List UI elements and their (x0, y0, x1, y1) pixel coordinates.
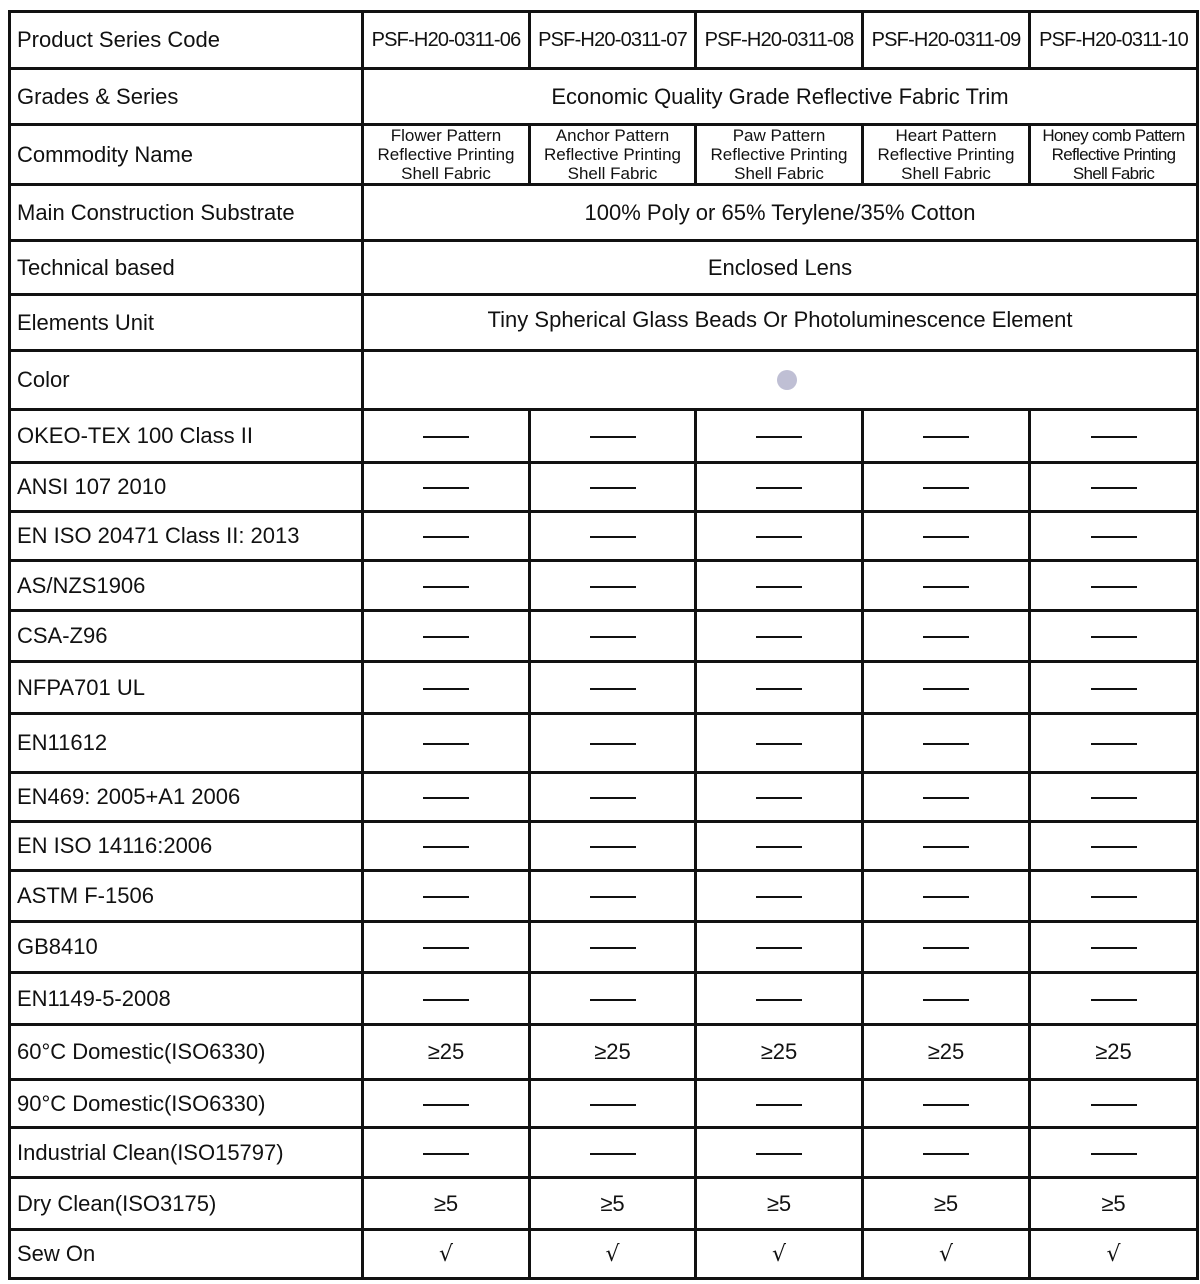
row-label: ANSI 107 2010 (10, 463, 363, 512)
not-applicable-cell (363, 512, 530, 561)
dash-mark (923, 1104, 969, 1106)
dash-mark (1091, 487, 1137, 489)
table-row (10, 1178, 1198, 1230)
check-icon: √ (605, 1242, 620, 1267)
not-applicable-cell (1030, 611, 1198, 662)
dash-mark (756, 436, 802, 438)
not-applicable-cell (363, 662, 530, 714)
not-applicable-cell (863, 773, 1030, 822)
not-applicable-cell (363, 922, 530, 973)
dash-mark (590, 846, 636, 848)
table-row (10, 973, 1198, 1025)
value-cell: ≥5 (530, 1178, 696, 1230)
not-applicable-cell (863, 410, 1030, 463)
substrate-value: 100% Poly or 65% Terylene/35% Cotton (363, 185, 1198, 241)
not-applicable-cell (696, 773, 863, 822)
not-applicable-cell (363, 871, 530, 922)
row-label: OKEO-TEX 100 Class II (10, 410, 363, 463)
commodity-name: Flower Pattern Reflective Printing Shell Fabric (363, 125, 530, 185)
dash-mark (423, 947, 469, 949)
dash-mark (590, 536, 636, 538)
not-applicable-cell (530, 773, 696, 822)
not-applicable-cell (1030, 1080, 1198, 1128)
not-applicable-cell (1030, 1128, 1198, 1178)
value-cell: ≥5 (1030, 1178, 1198, 1230)
dash-mark (756, 797, 802, 799)
not-applicable-cell (696, 662, 863, 714)
not-applicable-cell (863, 611, 1030, 662)
dash-mark (423, 743, 469, 745)
table-row (10, 773, 1198, 822)
not-applicable-cell (363, 714, 530, 773)
not-applicable-cell (863, 1080, 1030, 1128)
dash-mark (923, 487, 969, 489)
dash-mark (590, 586, 636, 588)
row-label: AS/NZS1906 (10, 561, 363, 611)
dash-mark (923, 846, 969, 848)
dash-mark (1091, 586, 1137, 588)
dash-mark (756, 846, 802, 848)
row-commodity (10, 125, 1198, 185)
not-applicable-cell (530, 714, 696, 773)
commodity-name: Paw Pattern Reflective Printing Shell Fabric (696, 125, 863, 185)
table-row (10, 463, 1198, 512)
row-label: Grades & Series (10, 69, 363, 125)
not-applicable-cell (530, 410, 696, 463)
dash-mark (1091, 536, 1137, 538)
not-applicable-cell (696, 512, 863, 561)
table-row (10, 410, 1198, 463)
dash-mark (756, 636, 802, 638)
dash-mark (1091, 846, 1137, 848)
row-label: CSA-Z96 (10, 611, 363, 662)
row-label: EN11612 (10, 714, 363, 773)
value-cell: ≥5 (696, 1178, 863, 1230)
not-applicable-cell (1030, 410, 1198, 463)
dash-mark (756, 743, 802, 745)
check-cell (863, 1230, 1030, 1279)
value-cell: ≥5 (363, 1178, 530, 1230)
row-label: GB8410 (10, 922, 363, 973)
value-cell: ≥25 (1030, 1025, 1198, 1080)
not-applicable-cell (363, 463, 530, 512)
dash-mark (590, 797, 636, 799)
not-applicable-cell (863, 871, 1030, 922)
check-cell (1030, 1230, 1198, 1279)
dash-mark (423, 896, 469, 898)
technical-value: Enclosed Lens (363, 241, 1198, 295)
dash-mark (590, 688, 636, 690)
check-cell (530, 1230, 696, 1279)
not-applicable-cell (530, 662, 696, 714)
dash-mark (590, 743, 636, 745)
table-row (10, 714, 1198, 773)
not-applicable-cell (696, 410, 863, 463)
not-applicable-cell (530, 611, 696, 662)
dash-mark (923, 688, 969, 690)
table-row (10, 1230, 1198, 1279)
not-applicable-cell (530, 1128, 696, 1178)
dash-mark (1091, 797, 1137, 799)
table-row (10, 922, 1198, 973)
not-applicable-cell (363, 973, 530, 1025)
not-applicable-cell (1030, 662, 1198, 714)
not-applicable-cell (1030, 463, 1198, 512)
table-row (10, 512, 1198, 561)
dash-mark (423, 999, 469, 1001)
not-applicable-cell (530, 973, 696, 1025)
table-row (10, 822, 1198, 871)
not-applicable-cell (530, 512, 696, 561)
dash-mark (923, 743, 969, 745)
not-applicable-cell (1030, 512, 1198, 561)
value-cell: ≥25 (530, 1025, 696, 1080)
dash-mark (590, 487, 636, 489)
dash-mark (756, 536, 802, 538)
check-icon: √ (938, 1242, 954, 1267)
dash-mark (923, 536, 969, 538)
not-applicable-cell (696, 714, 863, 773)
dash-mark (423, 487, 469, 489)
not-applicable-cell (863, 973, 1030, 1025)
not-applicable-cell (363, 410, 530, 463)
not-applicable-cell (363, 822, 530, 871)
row-label: Sew On (10, 1230, 363, 1279)
not-applicable-cell (863, 1128, 1030, 1178)
not-applicable-cell (363, 1080, 530, 1128)
dash-mark (423, 636, 469, 638)
row-label: 60°C Domestic(ISO6330) (10, 1025, 363, 1080)
row-label: Commodity Name (10, 125, 363, 185)
check-cell (363, 1230, 530, 1279)
not-applicable-cell (696, 561, 863, 611)
dash-mark (1091, 1153, 1137, 1155)
elements-value: Tiny Spherical Glass Beads Or Photoluminescence Element (363, 295, 1198, 351)
not-applicable-cell (1030, 871, 1198, 922)
value-cell: ≥5 (863, 1178, 1030, 1230)
not-applicable-cell (696, 871, 863, 922)
row-elements (10, 295, 1198, 351)
row-substrate (10, 185, 1198, 241)
not-applicable-cell (696, 1128, 863, 1178)
product-code: PSF-H20-0311-06 (363, 12, 530, 69)
color-swatch (777, 370, 797, 390)
dash-mark (423, 846, 469, 848)
row-label: NFPA701 UL (10, 662, 363, 714)
dash-mark (923, 436, 969, 438)
not-applicable-cell (530, 822, 696, 871)
dash-mark (423, 1104, 469, 1106)
dash-mark (590, 999, 636, 1001)
row-label: EN1149-5-2008 (10, 973, 363, 1025)
row-label: Color (10, 351, 363, 410)
not-applicable-cell (696, 463, 863, 512)
row-label: ASTM F-1506 (10, 871, 363, 922)
not-applicable-cell (696, 973, 863, 1025)
product-code: PSF-H20-0311-10 (1030, 12, 1198, 69)
row-label: Dry Clean(ISO3175) (10, 1178, 363, 1230)
row-label: EN469: 2005+A1 2006 (10, 773, 363, 822)
row-label: 90°C Domestic(ISO6330) (10, 1080, 363, 1128)
dash-mark (756, 999, 802, 1001)
check-cell (696, 1230, 863, 1279)
dash-mark (756, 487, 802, 489)
row-product-code (10, 12, 1198, 69)
dash-mark (923, 636, 969, 638)
not-applicable-cell (696, 611, 863, 662)
value-cell: ≥25 (696, 1025, 863, 1080)
commodity-name: Honey comb Pattern Reflective Printing Shell Fabric (1030, 125, 1198, 185)
not-applicable-cell (530, 561, 696, 611)
not-applicable-cell (863, 714, 1030, 773)
not-applicable-cell (363, 561, 530, 611)
dash-mark (423, 586, 469, 588)
not-applicable-cell (863, 463, 1030, 512)
dash-mark (756, 896, 802, 898)
dash-mark (1091, 688, 1137, 690)
row-label: Main Construction Substrate (10, 185, 363, 241)
dash-mark (1091, 1104, 1137, 1106)
table-row (10, 662, 1198, 714)
dash-mark (923, 1153, 969, 1155)
dash-mark (590, 947, 636, 949)
dash-mark (756, 688, 802, 690)
table-row (10, 1128, 1198, 1178)
not-applicable-cell (530, 1080, 696, 1128)
not-applicable-cell (530, 463, 696, 512)
not-applicable-cell (530, 871, 696, 922)
row-label: Elements Unit (10, 295, 363, 351)
dash-mark (590, 1153, 636, 1155)
not-applicable-cell (863, 561, 1030, 611)
value-cell: ≥25 (363, 1025, 530, 1080)
not-applicable-cell (863, 822, 1030, 871)
dash-mark (756, 586, 802, 588)
dash-mark (756, 1153, 802, 1155)
product-code: PSF-H20-0311-07 (530, 12, 696, 69)
row-label: EN ISO 14116:2006 (10, 822, 363, 871)
not-applicable-cell (1030, 973, 1198, 1025)
table-row (10, 1080, 1198, 1128)
value-cell: ≥25 (863, 1025, 1030, 1080)
product-code: PSF-H20-0311-09 (863, 12, 1030, 69)
check-icon: √ (438, 1242, 454, 1267)
not-applicable-cell (1030, 822, 1198, 871)
not-applicable-cell (1030, 561, 1198, 611)
dash-mark (423, 688, 469, 690)
commodity-name: Heart Pattern Reflective Printing Shell Fabric (863, 125, 1030, 185)
dash-mark (423, 536, 469, 538)
dash-mark (923, 947, 969, 949)
color-value (363, 351, 1198, 410)
not-applicable-cell (1030, 773, 1198, 822)
not-applicable-cell (863, 922, 1030, 973)
dash-mark (923, 797, 969, 799)
table-row (10, 561, 1198, 611)
dash-mark (756, 947, 802, 949)
row-color (10, 351, 1198, 410)
row-label: Industrial Clean(ISO15797) (10, 1128, 363, 1178)
dash-mark (1091, 436, 1137, 438)
not-applicable-cell (363, 773, 530, 822)
not-applicable-cell (1030, 922, 1198, 973)
not-applicable-cell (1030, 714, 1198, 773)
table-row (10, 611, 1198, 662)
dash-mark (590, 436, 636, 438)
dash-mark (590, 1104, 636, 1106)
dash-mark (590, 636, 636, 638)
not-applicable-cell (363, 611, 530, 662)
not-applicable-cell (363, 1128, 530, 1178)
dash-mark (423, 1153, 469, 1155)
dash-mark (923, 586, 969, 588)
not-applicable-cell (863, 662, 1030, 714)
not-applicable-cell (696, 922, 863, 973)
dash-mark (590, 896, 636, 898)
product-code: PSF-H20-0311-08 (696, 12, 863, 69)
grades-value: Economic Quality Grade Reflective Fabric Trim (363, 69, 1198, 125)
spec-table (8, 10, 1199, 1280)
dash-mark (1091, 947, 1137, 949)
check-icon: √ (1106, 1242, 1121, 1267)
dash-mark (423, 797, 469, 799)
dash-mark (423, 436, 469, 438)
dash-mark (756, 1104, 802, 1106)
not-applicable-cell (696, 822, 863, 871)
not-applicable-cell (696, 1080, 863, 1128)
row-technical (10, 241, 1198, 295)
dash-mark (1091, 896, 1137, 898)
row-label: Product Series Code (10, 12, 363, 69)
commodity-name: Anchor Pattern Reflective Printing Shell Fabric (530, 125, 696, 185)
dash-mark (1091, 999, 1137, 1001)
row-label: Technical based (10, 241, 363, 295)
check-icon: √ (771, 1242, 787, 1267)
row-label: EN ISO 20471 Class II: 2013 (10, 512, 363, 561)
dash-mark (923, 896, 969, 898)
not-applicable-cell (530, 922, 696, 973)
dash-mark (1091, 743, 1137, 745)
table-row (10, 1025, 1198, 1080)
row-grades (10, 69, 1198, 125)
dash-mark (923, 999, 969, 1001)
dash-mark (1091, 636, 1137, 638)
not-applicable-cell (863, 512, 1030, 561)
table-row (10, 871, 1198, 922)
